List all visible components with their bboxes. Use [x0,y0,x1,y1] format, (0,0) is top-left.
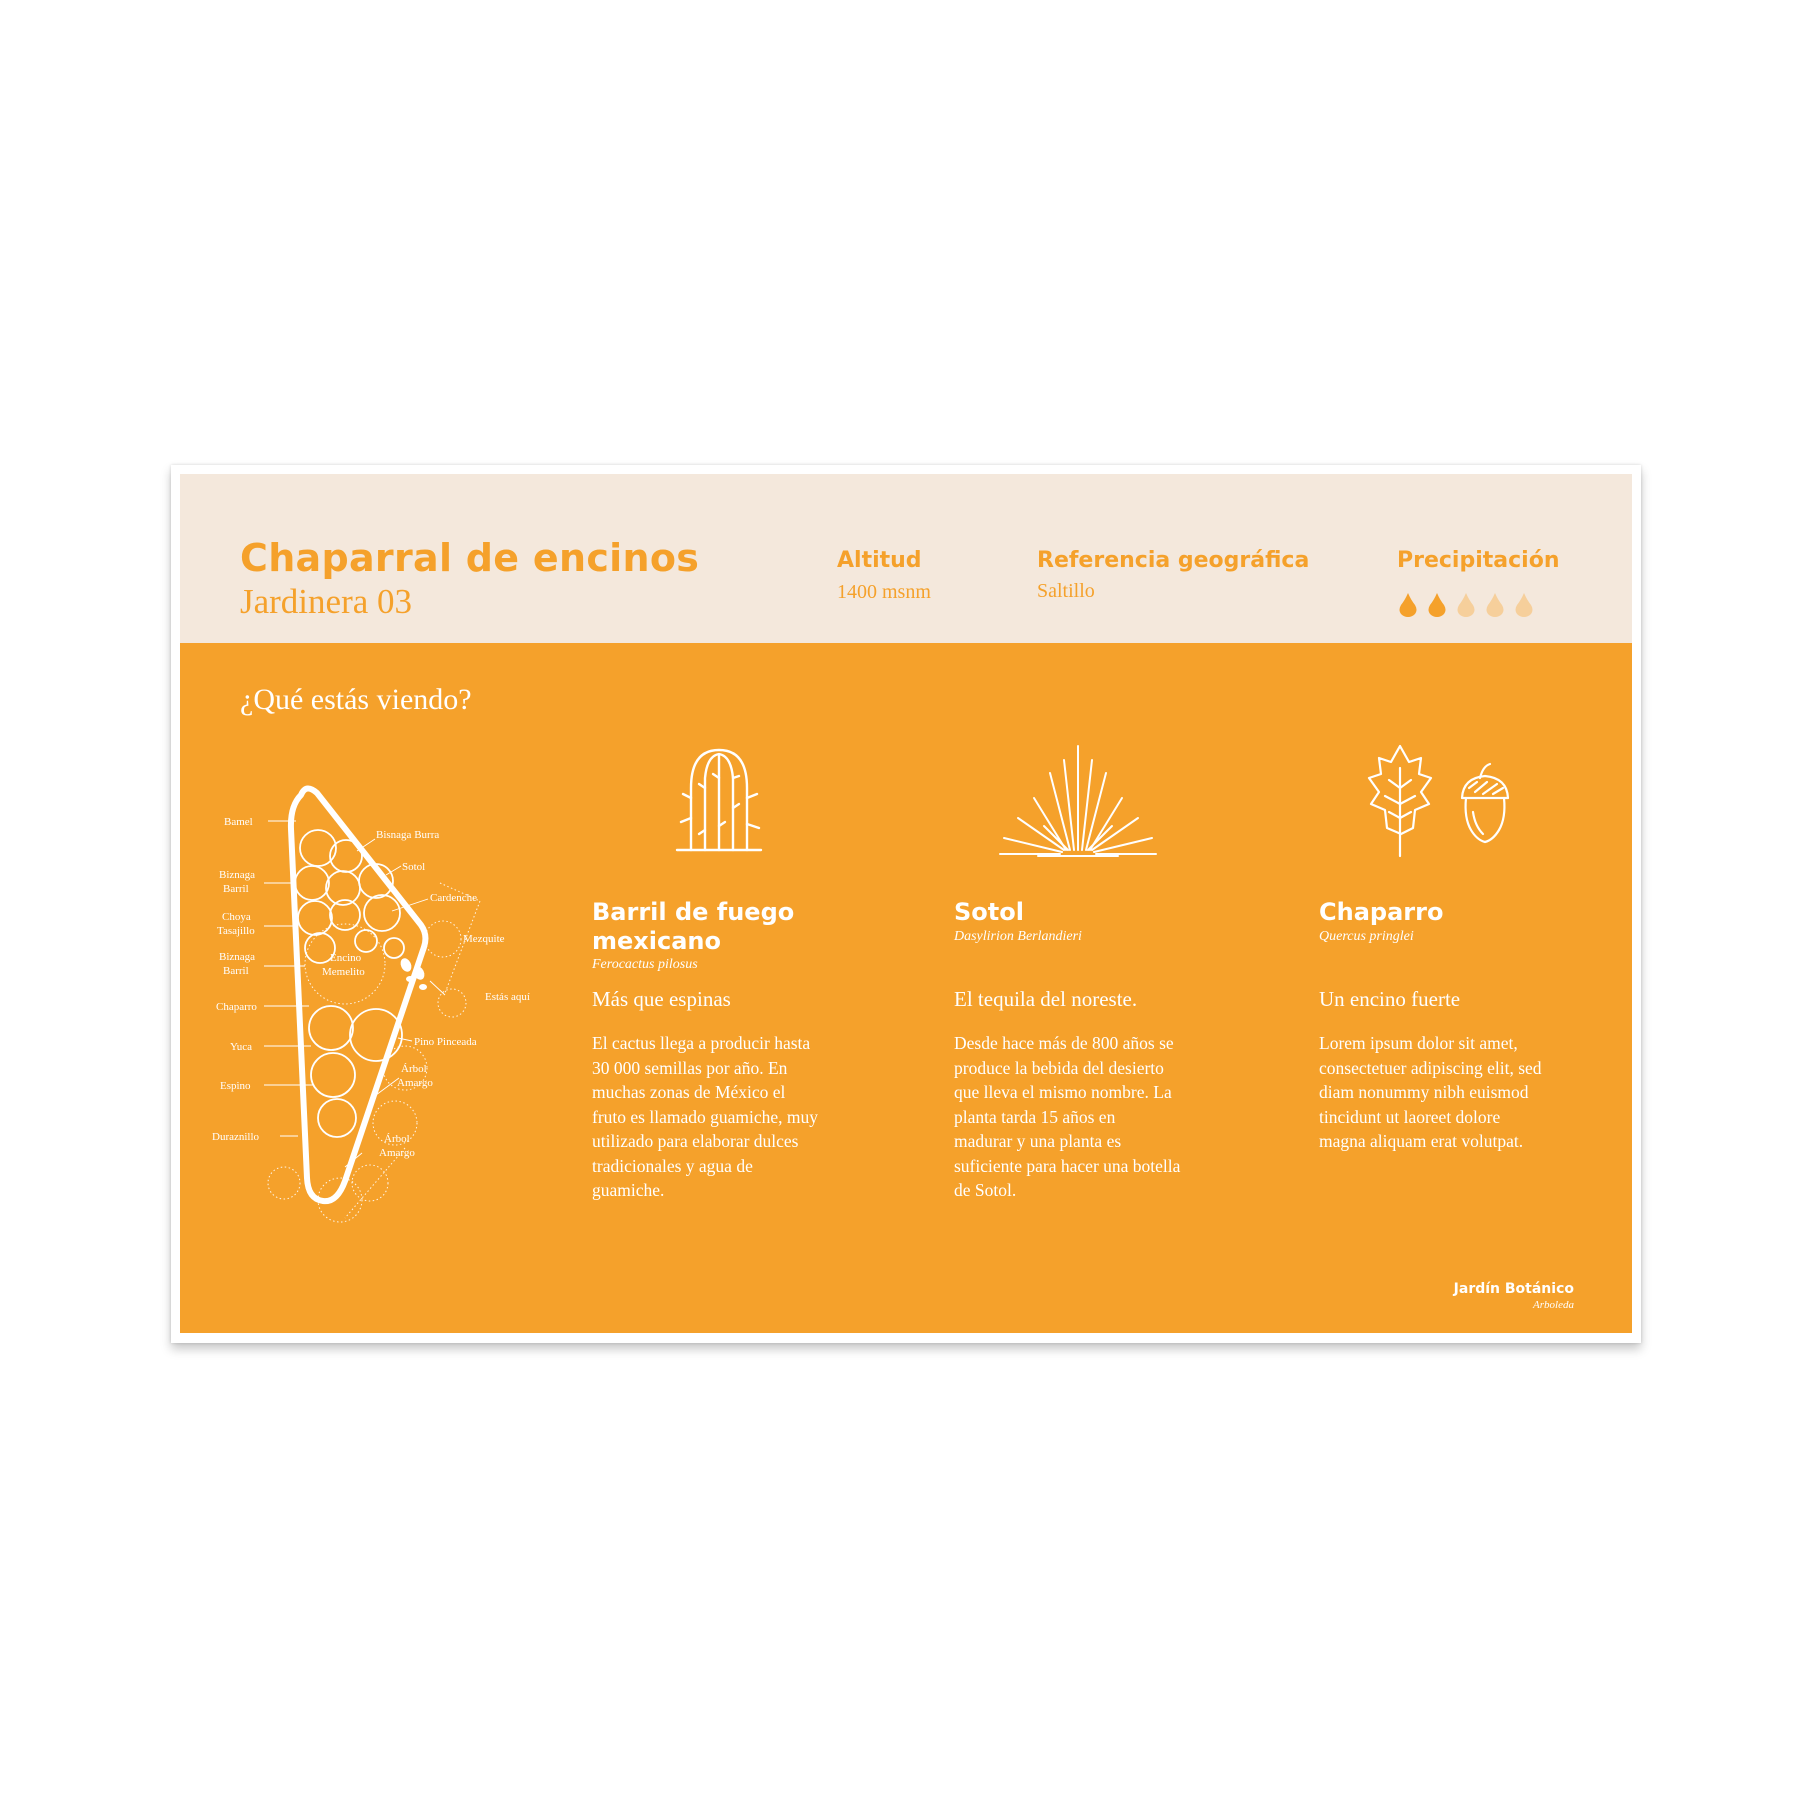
header-band [180,474,1632,643]
map-label-espino: Espino [220,1080,251,1092]
page-subtitle: Jardinera 03 [240,582,413,621]
plant-scientific-chaparro: Quercus pringlei [1319,929,1414,944]
map-label-arbol-amargo: Árbol [401,1063,427,1075]
map-label-sotol: Sotol [402,861,426,873]
geo-reference-label: Referencia geográfica [1037,548,1310,573]
map-label-biznaga-barril-2: Barril [223,883,249,895]
map-label-pino-pinceada: Pino Pinceada [414,1036,477,1048]
map-label-amargo: Amargo [397,1077,433,1089]
plant-name-barril: Barril de fuego mexicano [592,898,795,955]
map-label-choya: Choya [222,911,251,923]
plant-heading-chaparro: Un encino fuerte [1319,987,1461,1011]
map-label-bamel: Bamel [224,816,253,828]
altitude-value: 1400 msnm [837,581,931,603]
map-label-tasajillo: Tasajillo [217,925,255,937]
drop-empty-icon [1455,592,1477,618]
encino-area [305,924,385,1004]
map-label-chaparro: Chaparro [216,1001,257,1013]
plant-description-chaparro: Lorem ipsum dolor sit amet, consectetuer adipiscing elit, sed diam nonummy nibh euismod tincidunt ut laoreet dolore magna aliquam erat volutpat. [1319,1033,1542,1151]
map-label-yuca: Yuca [230,1041,252,1053]
plant-name-sotol: Sotol [954,898,1024,926]
map-label-biznaga-barril-b: Biznaga [219,951,256,963]
geo-reference-value: Saltillo [1037,580,1095,602]
altitude-label: Altitud [837,548,922,573]
map-label-bisnaga-burra: Bisnaga Burra [376,829,440,841]
precipitation-label: Precipitación [1397,548,1560,573]
plant-description-barril: El cactus llega a producir hasta 30 000 semillas por año. En muchas zonas de México el fruto es llamado guamiche, muy utilizado para elaborar dulces tradicionales y agua de guamiche. [592,1033,818,1200]
drop-filled-icon [1397,592,1419,618]
page-title: Chaparral de encinos [240,536,700,580]
planter-map [180,643,540,1333]
map-label-estas-aqui: Estás aquí [485,991,530,1003]
plant-heading-sotol: El tequila del noreste. [954,987,1138,1011]
map-label-amargo-2: Amargo [379,1147,415,1159]
map-label-memelito: Memelito [322,966,365,978]
map-label-mezquite: Mezquite [463,933,505,945]
sotol-plant-icon [998,738,1158,863]
plant-name-chaparro: Chaparro [1319,898,1444,926]
map-label-arbol-amargo-2: Árbol [384,1133,410,1145]
drop-empty-icon [1513,592,1535,618]
poster-sign [171,465,1641,1343]
mezquite-area [425,921,461,957]
footer-brand: Jardín Botánico [1453,1281,1574,1297]
map-label-biznaga-barril: Biznaga [219,869,256,881]
footer-subbrand: Arboleda [1533,1299,1574,1311]
map-question: ¿Qué estás viendo? [240,683,472,716]
drop-filled-icon [1426,592,1448,618]
plant-heading-barril: Más que espinas [592,987,731,1011]
map-label-duraznillo: Duraznillo [212,1131,260,1143]
plant-description-sotol: Desde hace más de 800 años se produce la bebida del desierto que lleva el mismo nombre. La planta tarda 15 años en madurar y una planta es suficiente para hacer una botella de Sotol. [954,1033,1181,1200]
map-label-cardenche: Cardenche [430,892,478,904]
map-label-barril-b: Barril [223,965,249,977]
plant-scientific-sotol: Dasylirion Berlandieri [954,929,1082,944]
oak-leaf-acorn-icon [1365,738,1540,863]
drop-empty-icon [1484,592,1506,618]
plant-scientific-barril: Ferocactus pilosus [592,957,698,972]
precipitation-drops [1397,592,1535,618]
content-panel [180,643,1632,1333]
map-label-encino: Encino [330,952,362,964]
barrel-cactus-icon [669,738,769,858]
